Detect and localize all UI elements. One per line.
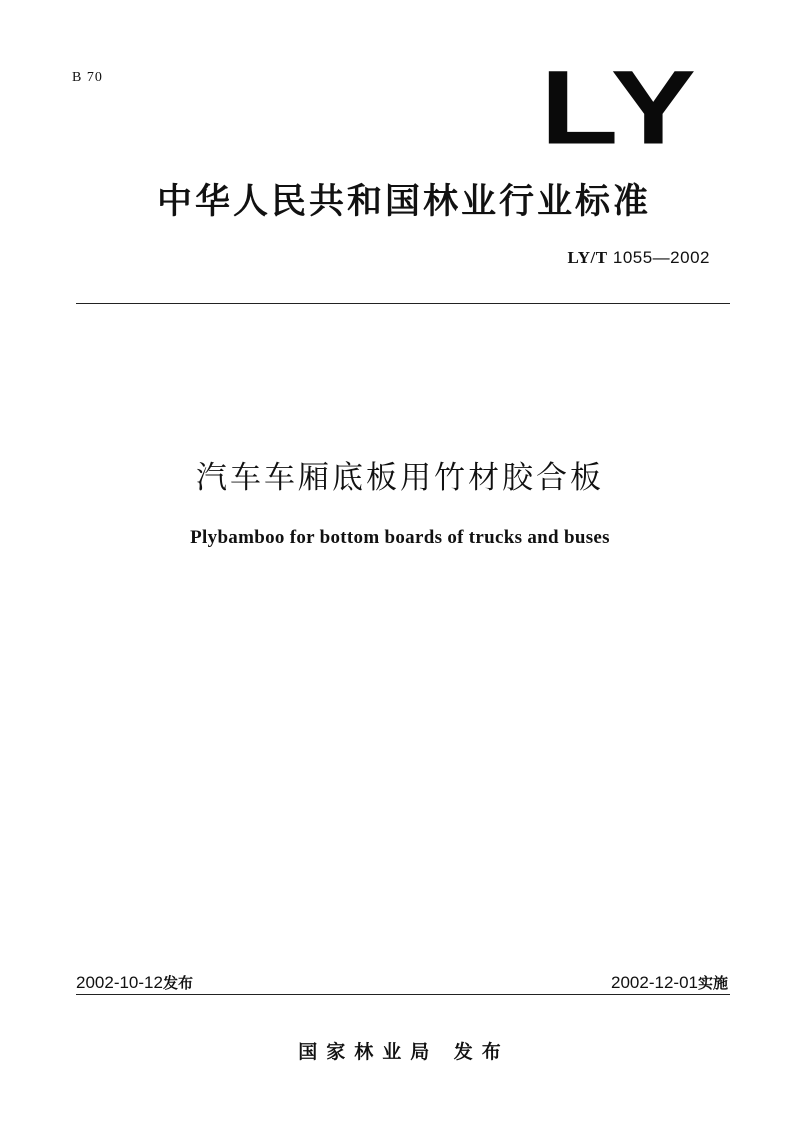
issue-date-line (76, 972, 193, 993)
issue-word: 发布 (162, 974, 193, 992)
issuer: 国家林业局 发布 (298, 1041, 510, 1063)
effective-date-line (611, 972, 728, 993)
effective-word: 实施 (697, 974, 728, 992)
issue-date: 2002-10-12 (76, 973, 163, 992)
standard-number-value: 1055—2002 (612, 248, 710, 267)
standard-number-prefix: LY/T (567, 248, 608, 267)
top-divider (76, 303, 730, 304)
document-title-cn: 汽车车厢底板用竹材胶合板 (196, 460, 604, 496)
standard-category-title: 中华人民共和国林业行业标准 (156, 182, 651, 222)
standard-number (568, 248, 711, 268)
standard-logo: LY (540, 49, 700, 167)
document-title-en: Plybamboo for bottom boards of trucks and buses (190, 527, 610, 548)
bottom-divider (76, 994, 730, 995)
classification-code: B 70 (72, 70, 103, 85)
effective-date: 2002-12-01 (611, 973, 698, 992)
